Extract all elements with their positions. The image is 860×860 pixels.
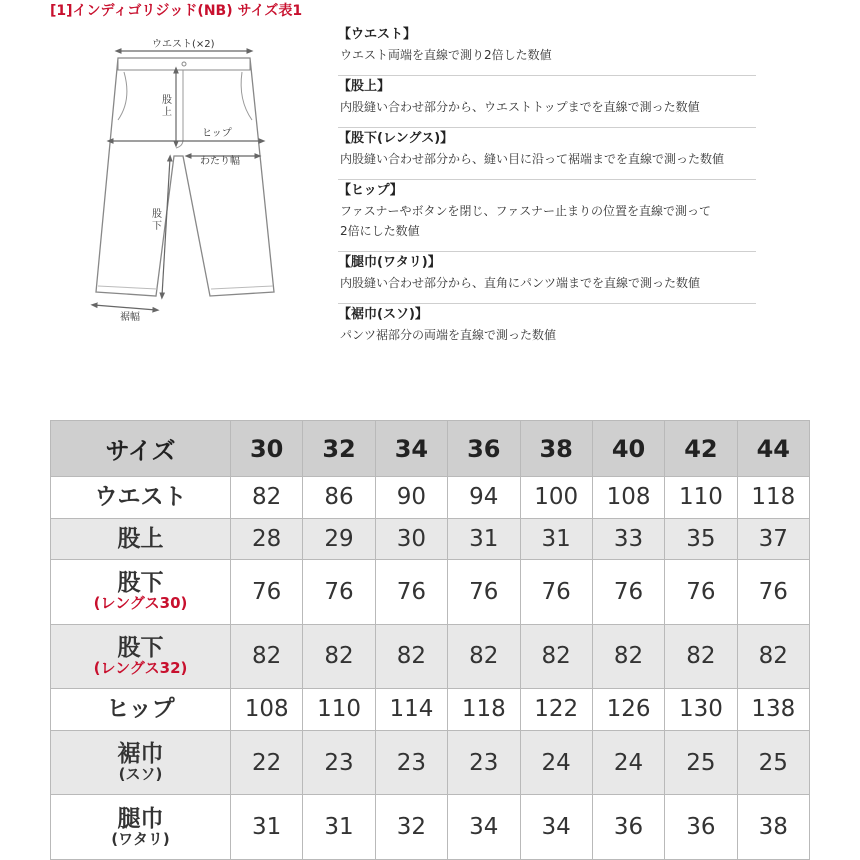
size-value-cell: 82 [375,624,447,689]
size-value-cell: 82 [520,624,592,689]
size-value-cell: 34 [520,795,592,860]
size-value-cell: 24 [520,730,592,795]
row-label-sub: (ワタリ) [111,829,170,848]
inseam-label: 股 [152,209,162,220]
size-value-cell: 118 [448,689,520,731]
size-value-cell: 32 [375,795,447,860]
definition-text: 2倍にした数値 [340,224,420,238]
size-value-cell: 118 [737,477,809,519]
size-value-cell: 76 [231,560,303,625]
size-value-cell: 90 [375,477,447,519]
size-value-cell: 82 [303,624,375,689]
size-value-cell: 23 [303,730,375,795]
size-value-cell: 23 [448,730,520,795]
size-value-cell: 108 [231,689,303,731]
size-value-cell: 110 [303,689,375,731]
table-row [51,795,810,860]
size-header-cell: 40 [592,421,664,477]
page-title: [1]インディゴリジッド(NB) サイズ表1 [50,3,303,19]
row-label-main: ウエスト [94,484,187,511]
size-header-cell: 42 [665,421,737,477]
definition-waist [338,24,756,76]
definition-heading: 【腿巾(ワタリ)】 [338,255,441,270]
size-value-cell: 76 [665,560,737,625]
size-value-cell: 122 [520,689,592,731]
size-value-cell: 25 [737,730,809,795]
definition-hip [338,180,756,252]
size-value-cell: 76 [592,560,664,625]
definition-heading: 【ウエスト】 [338,27,417,42]
size-value-cell: 31 [520,518,592,560]
row-label-main: 裾巾 [117,741,164,768]
definition-text: ファスナーやボタンを閉じ、ファスナー止まりの位置を直線で測って [340,204,712,218]
size-value-cell: 24 [592,730,664,795]
measurement-definitions [338,24,756,356]
size-value-cell: 76 [375,560,447,625]
hip-label: ヒップ [202,128,232,139]
row-label-sub: (レングス32) [93,658,188,677]
definition-rise [338,76,756,128]
size-value-cell: 138 [737,689,809,731]
size-value-cell: 82 [231,624,303,689]
size-value-cell: 110 [665,477,737,519]
definition-text: ウエスト両端を直線で測り2倍した数値 [340,48,552,62]
size-value-cell: 36 [665,795,737,860]
pants-measurement-diagram [80,24,320,334]
table-row [51,477,810,519]
row-label-main: 股下 [117,634,164,661]
pants-outline [96,58,274,296]
size-value-cell: 76 [303,560,375,625]
definition-heading: 【股下(レングス)】 [338,131,454,146]
row-label [51,689,231,731]
hem-label: 裾幅 [120,312,140,323]
definition-hem [338,304,756,356]
size-value-cell: 31 [231,795,303,860]
size-value-cell: 108 [592,477,664,519]
size-value-cell: 28 [231,518,303,560]
size-value-cell: 82 [231,477,303,519]
row-label-main: ヒップ [106,696,175,723]
size-header-cell: 44 [737,421,809,477]
size-header-cell: 32 [303,421,375,477]
waist-label: ウエスト(×2) [152,39,215,50]
size-value-cell: 33 [592,518,664,560]
size-header-cell: 34 [375,421,447,477]
size-header-row [51,421,810,477]
size-value-cell: 86 [303,477,375,519]
thigh-label: わたり幅 [200,156,240,167]
definition-heading: 【ヒップ】 [338,183,403,198]
definition-thigh [338,252,756,304]
row-label [51,560,231,625]
row-label-sub: (レングス30) [93,594,188,613]
row-label-main: 股下 [117,570,164,597]
size-value-cell: 23 [375,730,447,795]
definition-heading: 【裾巾(スソ)】 [338,307,428,322]
size-header-label: サイズ [51,421,231,477]
size-value-cell: 36 [592,795,664,860]
row-label [51,730,231,795]
svg-text:上: 上 [162,107,172,118]
size-value-cell: 34 [448,795,520,860]
svg-text:下: 下 [152,221,162,232]
size-table [50,420,810,860]
size-value-cell: 25 [665,730,737,795]
table-row [51,624,810,689]
size-value-cell: 31 [448,518,520,560]
definition-text: 内股縫い合わせ部分から、ウエストトップまでを直線で測った数値 [340,100,700,114]
definition-text: パンツ裾部分の両端を直線で測った数値 [340,328,557,342]
size-value-cell: 76 [448,560,520,625]
definition-heading: 【股上】 [338,79,391,94]
definition-text: 内股縫い合わせ部分から、縫い目に沿って裾端までを直線で測った数値 [340,152,725,166]
size-value-cell: 82 [448,624,520,689]
row-label [51,477,231,519]
row-label-sub: (スソ) [118,765,163,784]
size-value-cell: 82 [665,624,737,689]
pants-illustration [80,24,320,334]
table-row [51,689,810,731]
size-value-cell: 76 [737,560,809,625]
table-row [51,730,810,795]
size-value-cell: 38 [737,795,809,860]
row-label [51,518,231,560]
definition-inseam [338,128,756,180]
size-value-cell: 37 [737,518,809,560]
row-label [51,795,231,860]
size-value-cell: 22 [231,730,303,795]
rise-label: 股 [162,95,172,106]
size-header-cell: 36 [448,421,520,477]
size-value-cell: 29 [303,518,375,560]
size-value-cell: 30 [375,518,447,560]
size-value-cell: 114 [375,689,447,731]
size-value-cell: 82 [737,624,809,689]
definition-text: 内股縫い合わせ部分から、直角にパンツ端までを直線で測った数値 [340,276,701,290]
table-row [51,518,810,560]
size-value-cell: 100 [520,477,592,519]
row-label-main: 腿巾 [117,805,164,832]
size-header-cell: 38 [520,421,592,477]
size-value-cell: 82 [592,624,664,689]
size-value-cell: 76 [520,560,592,625]
size-value-cell: 31 [303,795,375,860]
size-value-cell: 130 [665,689,737,731]
size-value-cell: 126 [592,689,664,731]
size-header-cell: 30 [231,421,303,477]
table-row [51,560,810,625]
size-value-cell: 94 [448,477,520,519]
row-label [51,624,231,689]
row-label-main: 股上 [117,525,164,552]
size-value-cell: 35 [665,518,737,560]
